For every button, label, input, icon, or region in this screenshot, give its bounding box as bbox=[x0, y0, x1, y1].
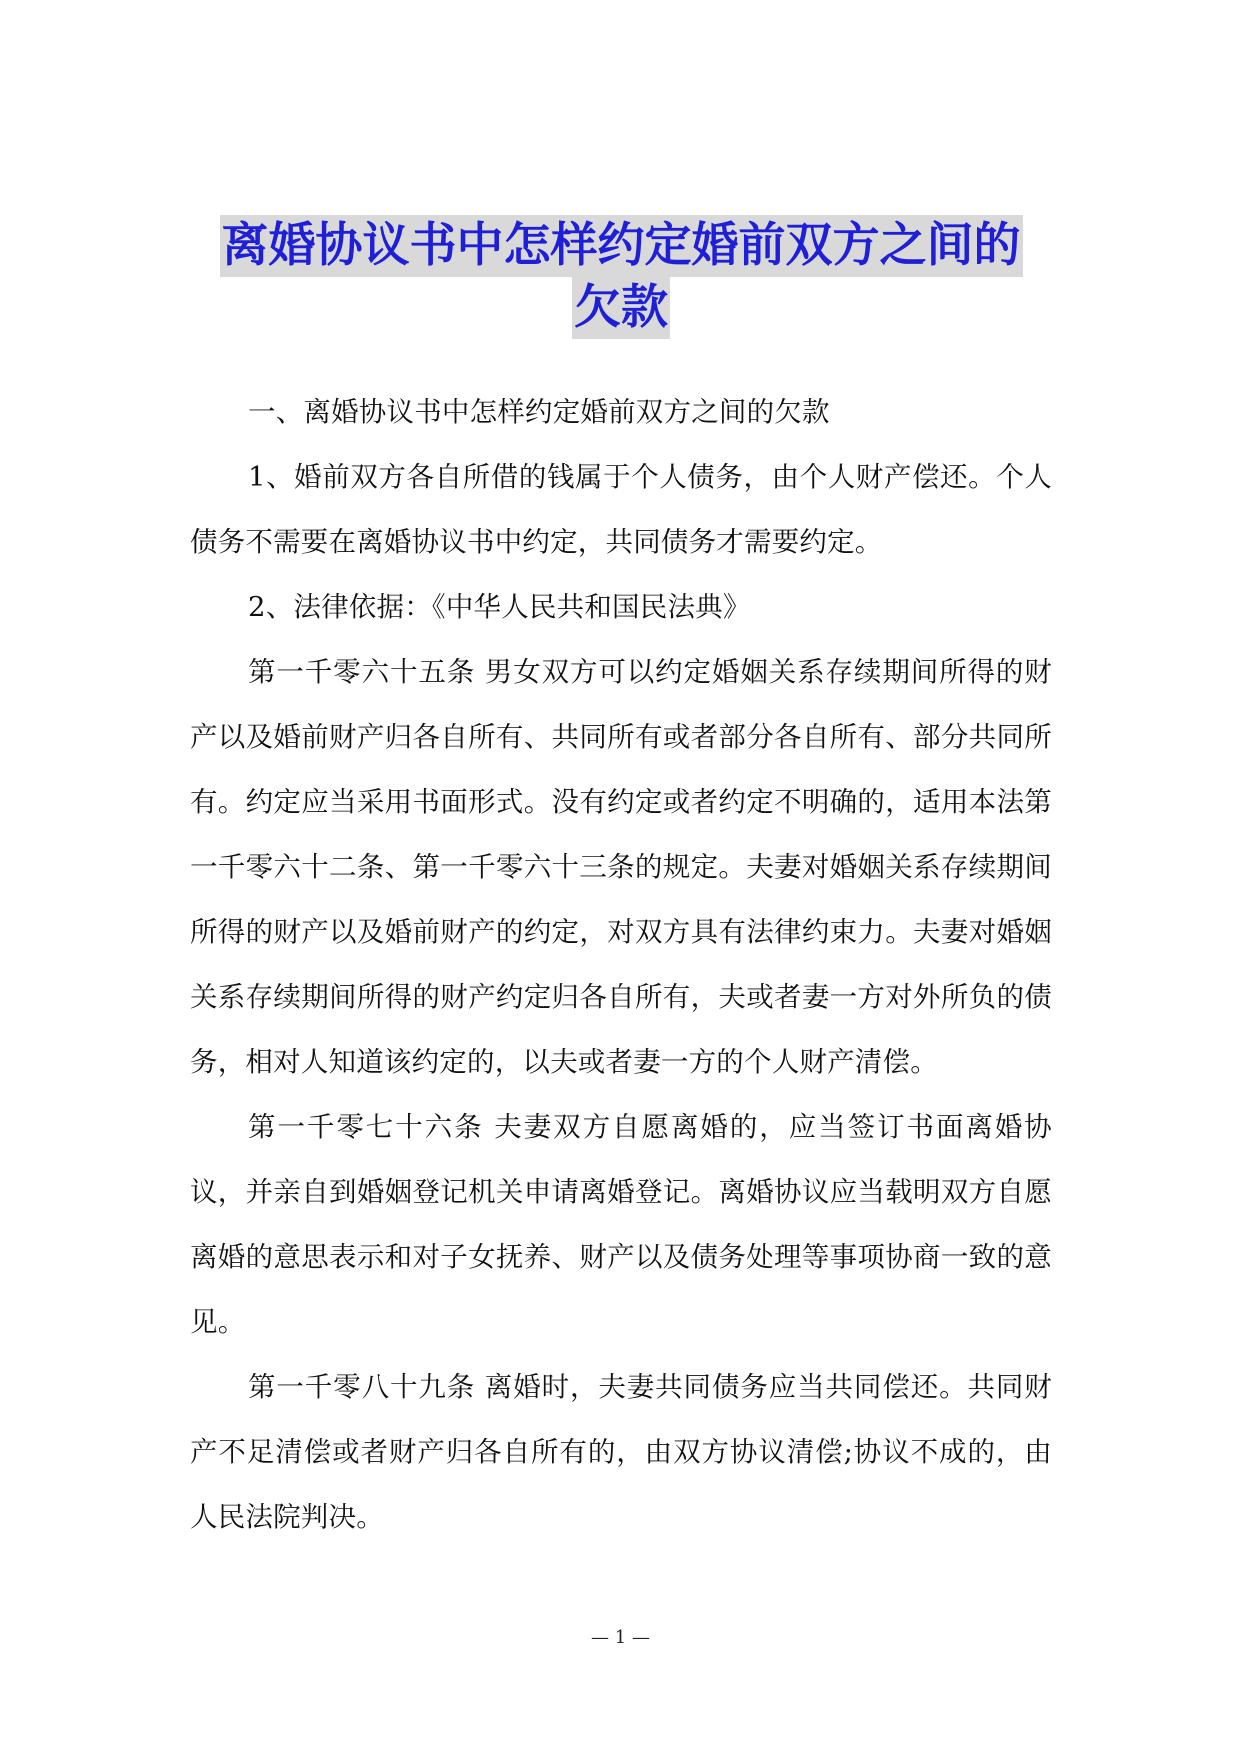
paragraph-legal-basis: 2、法律依据：《中华人民共和国民法典》 bbox=[248, 591, 751, 623]
paragraph-article-1076: 第一千零七十六条 夫妻双方自愿离婚的，应当签订书面离婚协议，并亲自到婚姻登记机关申请离婚登记。离婚协议应当载明双方自愿离婚的意思表示和对子女抚养、财产以及债务处理等事项协商一致的意见。 bbox=[190, 1111, 1052, 1338]
paragraph-personal-debt: 1、婚前双方各自所借的钱属于个人债务，由个人财产偿还。个人债务不需要在离婚协议书中约定，共同债务才需要约定。 bbox=[190, 461, 1052, 558]
title-line-1: 离婚协议书中怎样约定婚前双方之间的 bbox=[220, 215, 1023, 277]
paragraph-article-1089: 第一千零八十九条 离婚时，夫妻共同债务应当共同偿还。共同财产不足清偿或者财产归各自所有的，由双方协议清偿;协议不成的，由人民法院判决。 bbox=[190, 1371, 1052, 1533]
document-title bbox=[190, 215, 1052, 339]
section-heading: 一、离婚协议书中怎样约定婚前双方之间的欠款 bbox=[248, 396, 830, 428]
title-line-2: 欠款 bbox=[572, 277, 670, 339]
document-body bbox=[190, 380, 1052, 1550]
paragraph-article-1065: 第一千零六十五条 男女双方可以约定婚姻关系存续期间所得的财产以及婚前财产归各自所有、共同所有或者部分各自所有、部分共同所有。约定应当采用书面形式。没有约定或者约定不明确的，适用本法第一千零六十二条、第一千零六十三条的规定。夫妻对婚姻关系存续期间所得的财产以及婚前财产的约定，对双方具有法律约束力。夫妻对婚姻关系存续期间所得的财产约定归各自所有，夫或者妻一方对外所负的债务，相对人知道该约定的，以夫或者妻一方的个人财产清偿。 bbox=[190, 656, 1052, 1078]
page-number: — 1 — bbox=[591, 1627, 650, 1648]
